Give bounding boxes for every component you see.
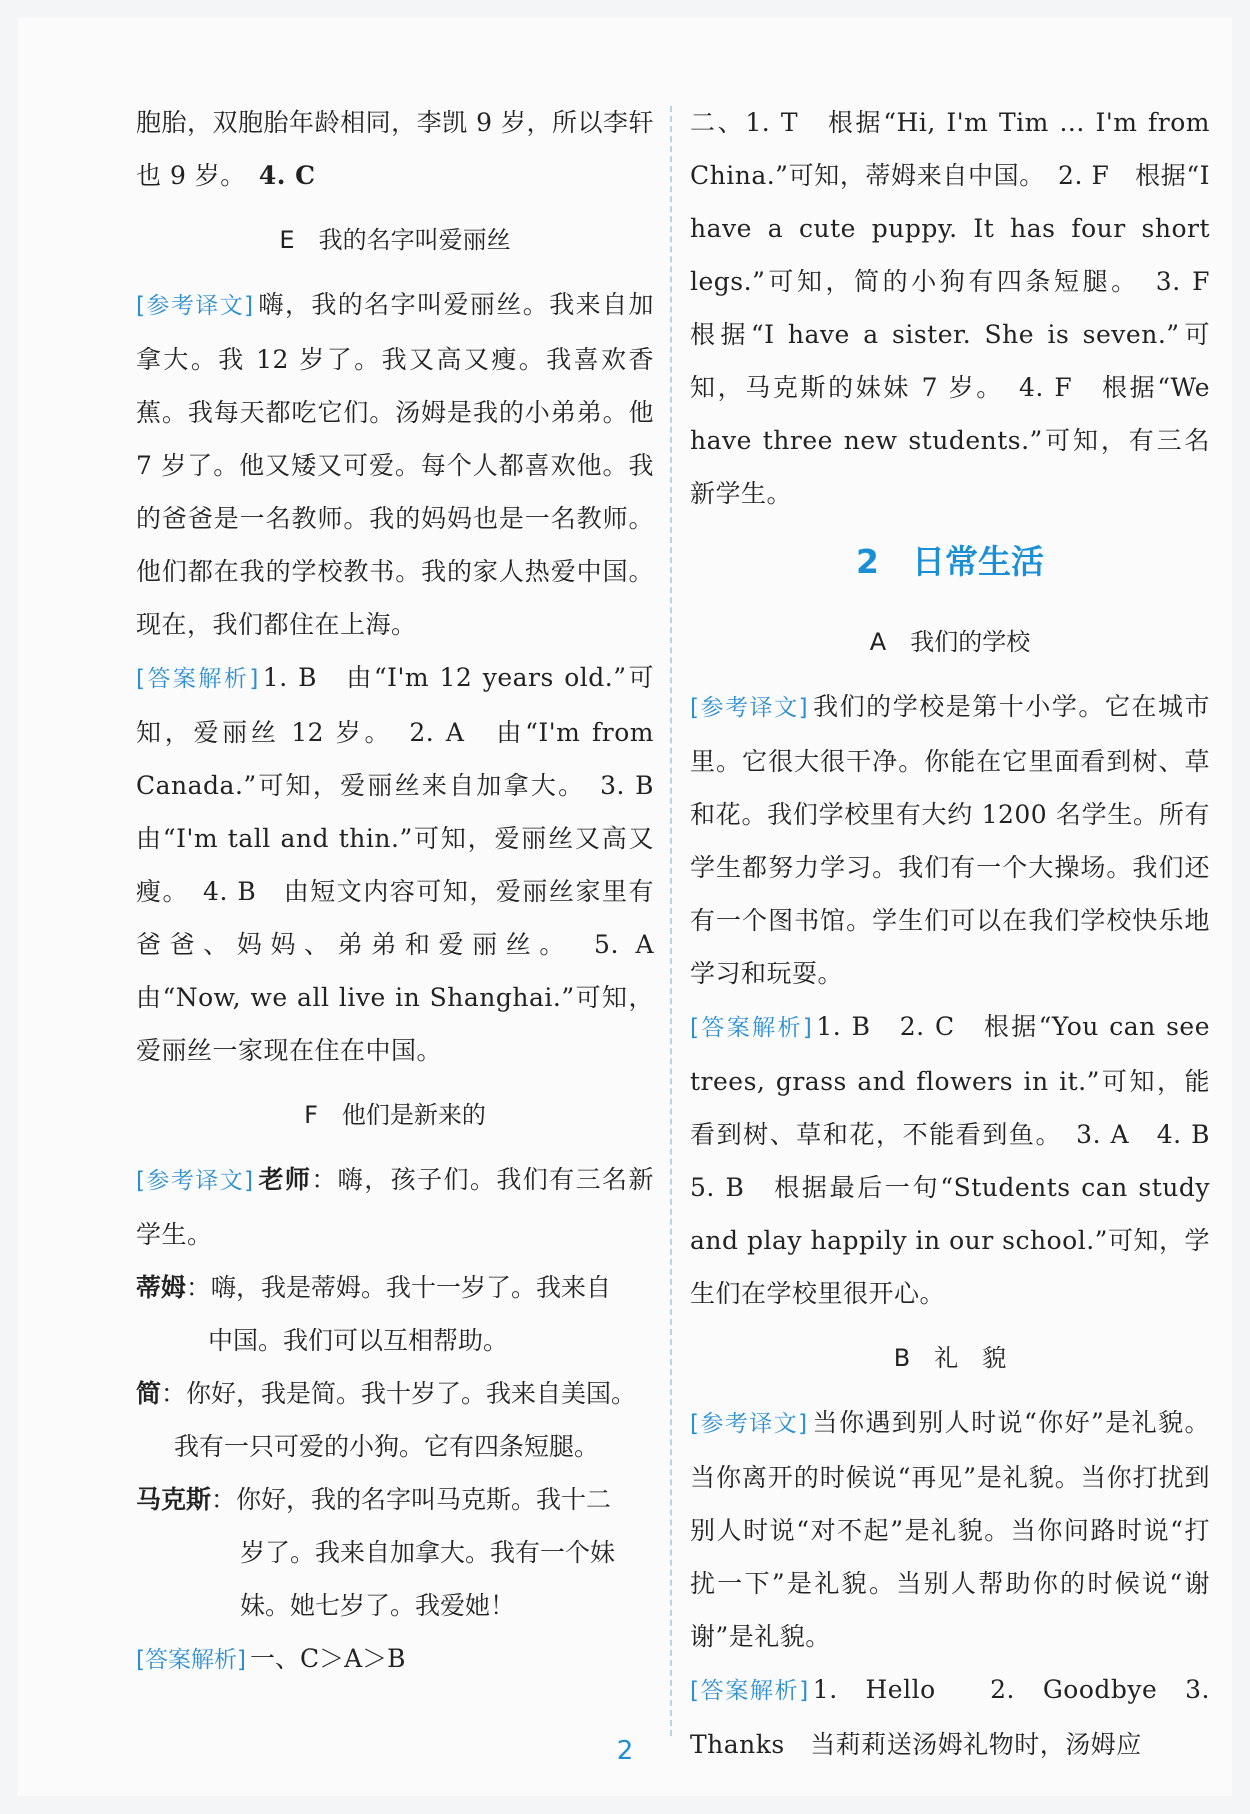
section-title-f: F 他们是新来的: [304, 1101, 486, 1129]
reference-translation-b: [690, 1396, 1210, 1663]
ref-tag: [参考译文]: [690, 695, 809, 721]
ref-tag: [参考译文]: [136, 1168, 254, 1194]
paragraph-text: 胞胎，双胞胎年龄相同，李凯 9 岁，所以李轩也 9 岁。: [136, 108, 654, 190]
dialog-tim: [136, 1261, 654, 1314]
speaker-jane: 简: [136, 1379, 162, 1408]
ans-tag: [答案解析]: [690, 1015, 813, 1041]
ans-text: 1. B 2. C 根据“You can see trees, grass and flowers in it.”可知，能看到树、草和花，不能看到鱼。 3. A 4. B 5. B 根据最后一句“Students can study and play happily in our school.”可知，学生们在学校里很开心。: [690, 1012, 1236, 1308]
ref-text: 嗨，我的名字叫爱丽丝。我来自加拿大。我 12 岁了。我又高又瘦。我喜欢香蕉。我每天都吃它们。汤姆是我的小弟弟。他 7 岁了。他又矮又可爱。每个人都喜欢他。我的爸爸是一名教师。我的妈妈也是一名教师。他们都在我的学校教书。我的家人热爱中国。现在，我们都住在上海。: [136, 290, 654, 639]
dialog-line: ：你好，我是简。我十岁了。我来自美国。: [161, 1379, 637, 1408]
speaker-teacher: 老师: [257, 1165, 312, 1194]
ans-tag: [答案解析]: [136, 666, 259, 692]
reference-translation-a: [690, 680, 1210, 1000]
column-divider: [670, 106, 672, 1736]
unit-title: 日常生活: [911, 542, 1044, 581]
dialog-max-cont: 岁了。我来自加拿大。我有一个妹: [240, 1538, 616, 1567]
answer-analysis-a: [690, 1000, 1236, 1320]
speaker-max: 马克斯: [136, 1485, 212, 1514]
paragraph-continued: [136, 96, 654, 202]
ans-text: 一、C＞A＞B: [249, 1644, 406, 1673]
speaker-tim: 蒂姆: [136, 1273, 187, 1302]
ans-tag: [答案解析]: [690, 1678, 809, 1704]
left-column: [136, 96, 680, 1687]
reference-translation-e: [136, 278, 654, 651]
ref-text: 我们的学校是第十小学。它在城市里。它很大很干净。你能在它里面看到树、草和花。我们学校里有大约 1200 名学生。所有学生都努力学习。我们有一个大操场。我们还有一个图书馆。学生们可以在我们学校快乐地学习和玩耍。: [690, 692, 1210, 988]
reference-translation-f: [136, 1153, 654, 1261]
dialog-jane-cont: 我有一只可爱的小狗。它有四条短腿。: [174, 1432, 600, 1461]
ref-tag: [参考译文]: [690, 1411, 808, 1437]
answer-part-two: 二、1. T 根据“Hi, I'm Tim ... I'm from China.”可知，蒂姆来自中国。 2. F 根据“I have a cute puppy. It has four short legs.”可知，简的小狗有四条短腿。 3. F 根据“I have a sister. She is seven.”可知，马克斯的妹妹 7 岁。 4. F 根据“We have three new students.”可知，有三名新学生。: [690, 108, 1236, 508]
dialog-jane: [136, 1367, 654, 1420]
dialog-tim-cont: 中国。我们可以互相帮助。: [208, 1326, 509, 1355]
unit-number: 2: [856, 542, 879, 581]
section-title-e: E 我的名字叫爱丽丝: [279, 226, 511, 254]
right-column: [690, 96, 1236, 1771]
section-title-b: B 礼 貌: [893, 1344, 1007, 1372]
page-number: 2: [616, 1736, 634, 1766]
ref-tag: [参考译文]: [136, 293, 254, 319]
ans-text: 1. B 由“I'm 12 years old.”可知，爱丽丝 12 岁。 2. A 由“I'm from Canada.”可知，爱丽丝来自加拿大。 3. B 由“I'm tall and thin.”可知，爱丽丝又高又瘦。 4. B 由短文内容可知，爱丽丝家里有爸爸、妈妈、弟弟和爱丽丝。 5. A 由“Now, we all live in Shanghai.”可知，爱丽丝一家现在住在中国。: [136, 663, 680, 1065]
answer-analysis-e: [136, 651, 680, 1077]
section-title-a: A 我们的学校: [869, 628, 1031, 656]
answer-analysis-f: [136, 1632, 654, 1687]
dialog-max: [136, 1473, 654, 1526]
ans-tag: [答案解析]: [136, 1647, 246, 1673]
ans-text: 1. Hello 2. Goodbye 3. Thanks 当莉莉送汤姆礼物时，汤姆应: [690, 1675, 1210, 1759]
dialog-line: ：嗨，我是蒂姆。我十一岁了。我来自: [186, 1273, 612, 1302]
dialog-max-cont2: 妹。她七岁了。我爱她！: [240, 1591, 516, 1620]
ref-text: 当你遇到别人时说“你好”是礼貌。当你离开的时候说“再见”是礼貌。当你打扰到别人时说“对不起”是礼貌。当你问路时说“打扰一下”是礼貌。当别人帮助你的时候说“谢谢”是礼貌。: [690, 1408, 1210, 1651]
unit-heading: [690, 520, 1210, 604]
document-page: [18, 18, 1236, 1796]
answer-text: 4. C: [258, 161, 316, 190]
dialog-line: ：你好，我的名字叫马克斯。我十二: [211, 1485, 612, 1514]
dialog-line: ：嗨，孩子们。我们有三名新学生。: [136, 1165, 654, 1249]
